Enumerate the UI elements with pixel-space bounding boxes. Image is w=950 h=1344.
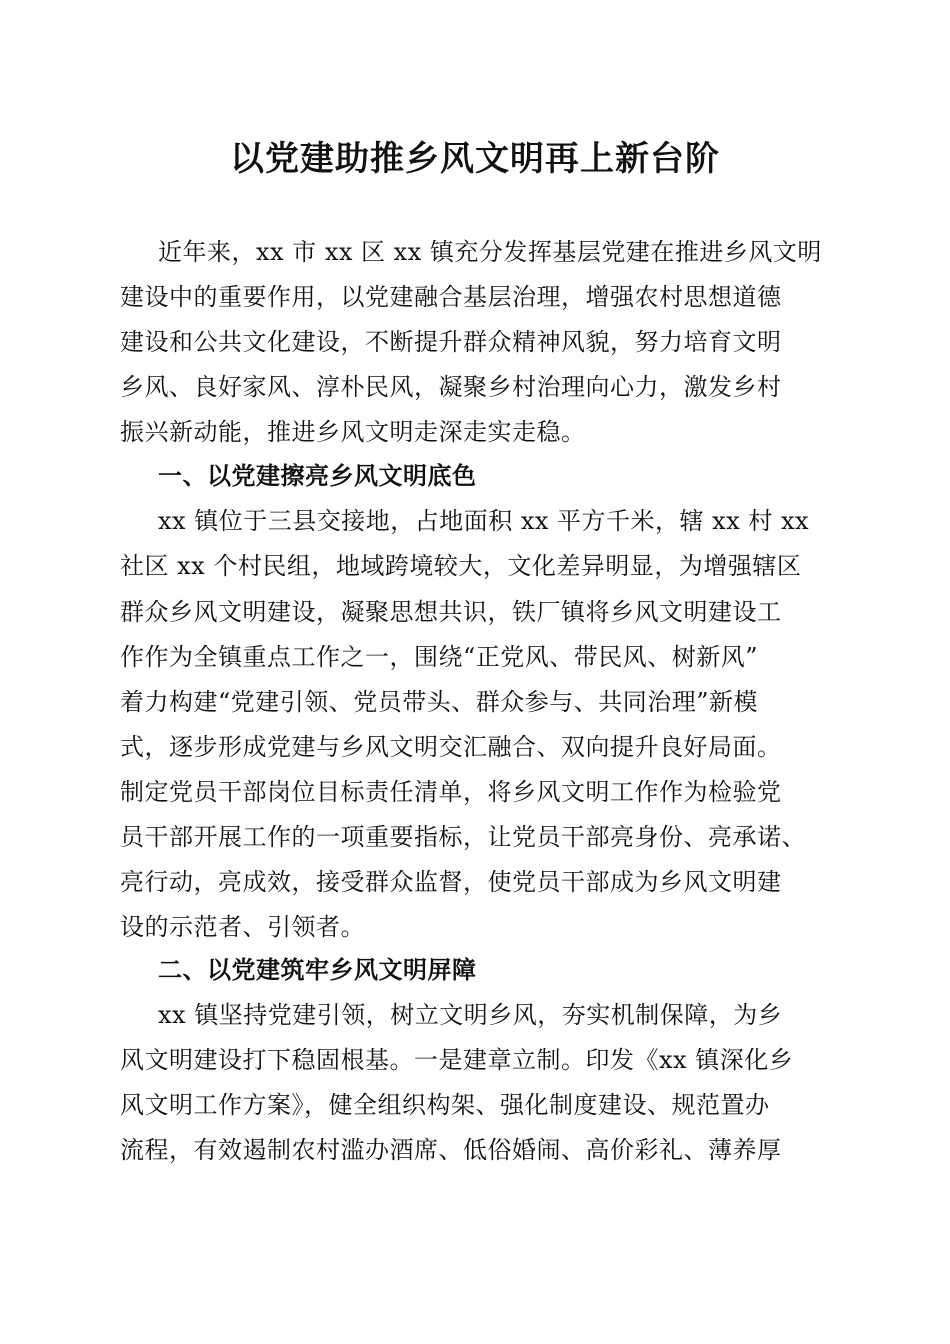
paragraph-line: 近年来，xx 市 xx 区 xx 镇充分发挥基层党建在推进乡风文明 [158,238,822,266]
page-title: 以党建助推乡风文明再上新台阶 [230,139,720,179]
paragraph-line: 员干部开展工作的一项重要指标，让党员干部亮身份、亮承诺、 [120,823,806,851]
paragraph-line: 作作为全镇重点工作之一，围绕“正党风、带民风、树新风” [120,643,759,671]
paragraph-line: xx 镇坚持党建引领，树立文明乡风，夯实机制保障，为乡 [158,1001,783,1029]
paragraph-line: xx 镇位于三县交接地，占地面积 xx 平方千米，辖 xx 村 xx [158,507,810,535]
section-heading-1: 一、以党建擦亮乡风文明底色 [158,462,477,490]
paragraph-line: 群众乡风文明建设，凝聚思想共识，铁厂镇将乡风文明建设工 [120,598,782,626]
paragraph-line: 着力构建“党建引领、党员带头、群众参与、共同治理”新模 [120,688,759,716]
paragraph-line: 乡风、良好家风、淳朴民风，凝聚乡村治理向心力，激发乡村 [120,373,782,401]
paragraph-line: 风文明工作方案》，健全组织构架、强化制度建设、规范置办 [120,1091,770,1119]
paragraph-line: 风文明建设打下稳固根基。一是建章立制。印发《xx 镇深化乡 [120,1046,794,1074]
paragraph-line: 亮行动，亮成效，接受群众监督，使党员干部成为乡风文明建 [120,868,782,896]
paragraph-line: 式，逐步形成党建与乡风文明交汇融合、双向提升良好局面。 [120,733,782,761]
paragraph-line: 设的示范者、引领者。 [120,913,365,941]
paragraph-line: 建设中的重要作用，以党建融合基层治理，增强农村思想道德 [120,283,782,311]
paragraph-line: 制定党员干部岗位目标责任清单，将乡风文明工作作为检验党 [120,778,782,806]
paragraph-line: 振兴新动能，推进乡风文明走深走实走稳。 [120,418,586,446]
paragraph-line: 建设和公共文化建设，不断提升群众精神风貌，努力培育文明 [120,328,782,356]
paragraph-line: 社区 xx 个村民组，地域跨境较大，文化差异明显，为增强辖区 [120,552,802,580]
paragraph-line: 流程，有效遏制农村滥办酒席、低俗婚闹、高价彩礼、薄养厚 [120,1136,782,1164]
section-heading-2: 二、以党建筑牢乡风文明屏障 [158,956,477,984]
